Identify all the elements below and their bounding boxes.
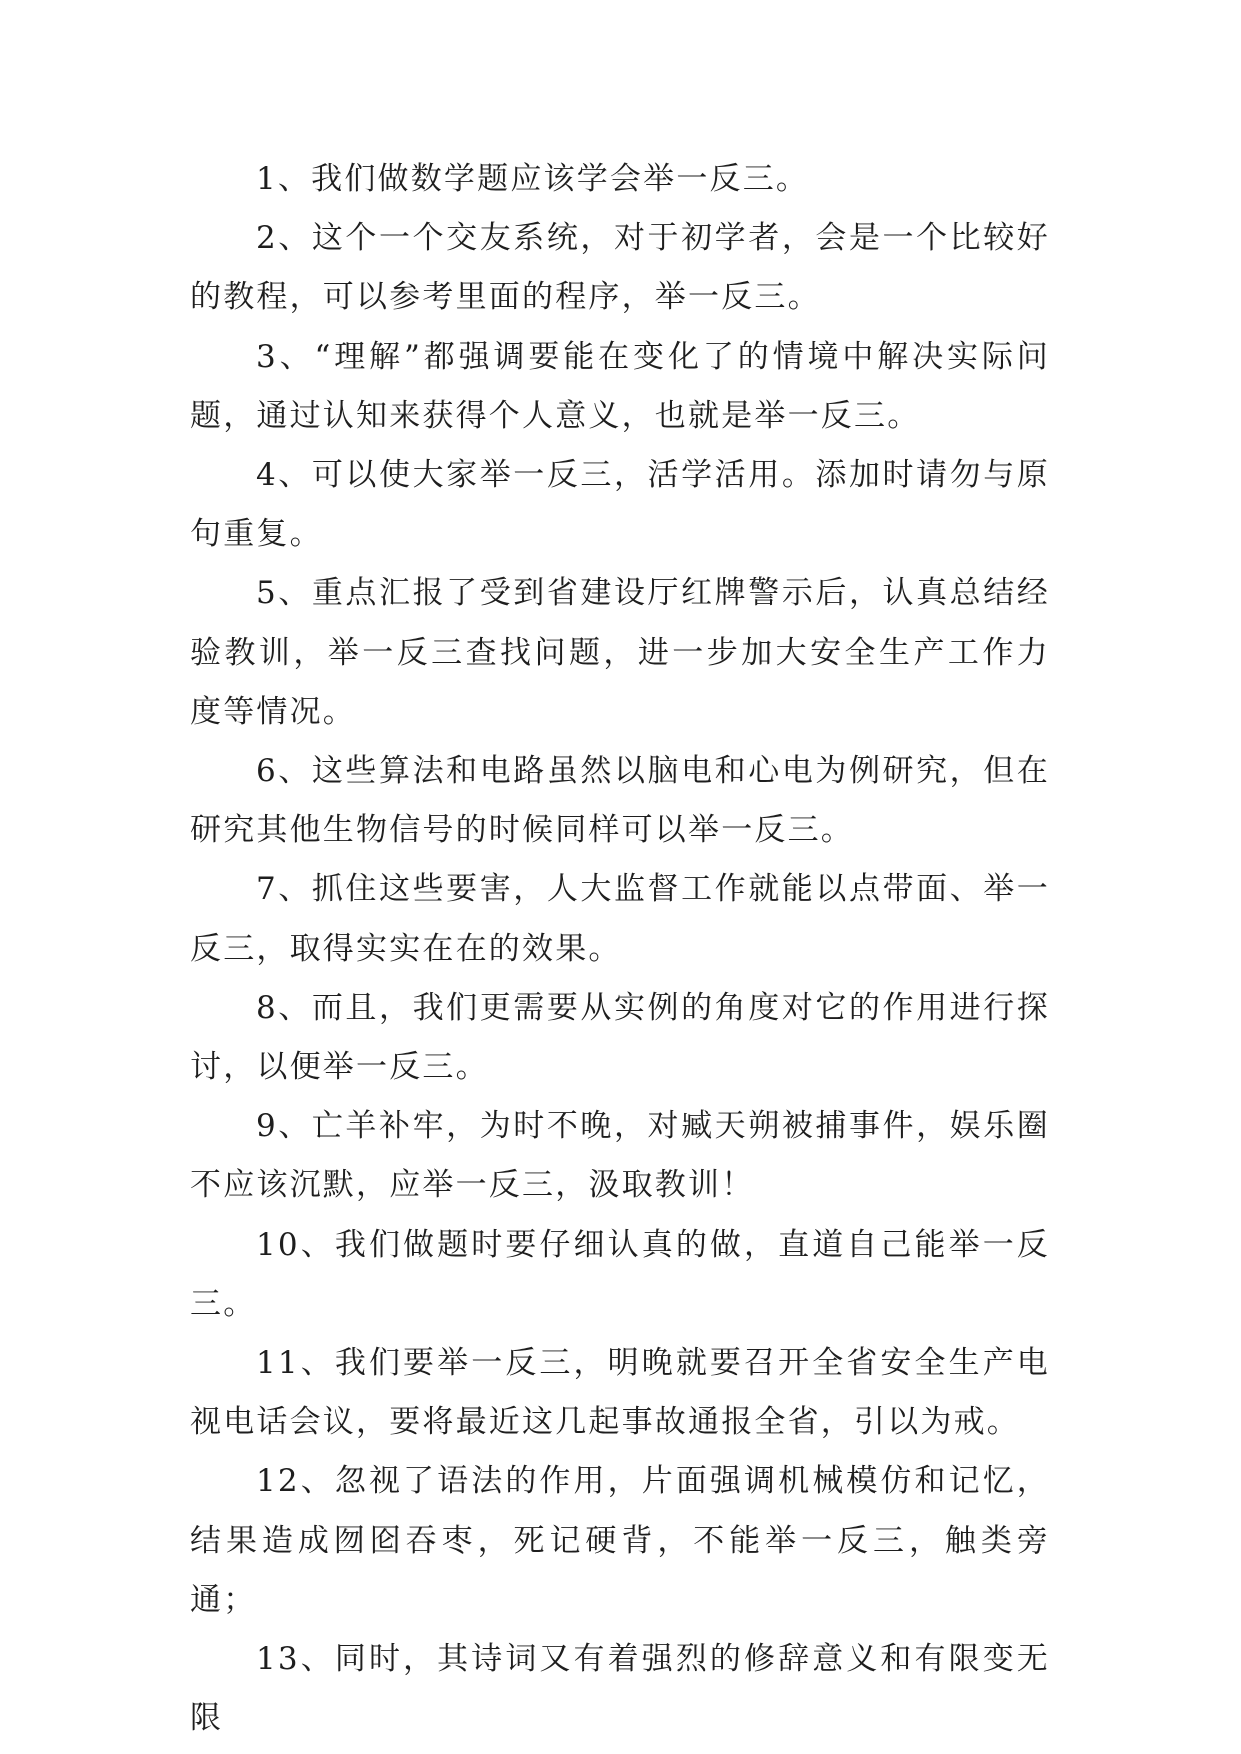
- document-body: [190, 150, 1050, 1748]
- paragraph-2: 2、这个一个交友系统，对于初学者，会是一个比较好的教程，可以参考里面的程序，举一反三。: [190, 220, 1050, 316]
- paragraph-1: 1、我们做数学题应该学会举一反三。: [256, 161, 810, 197]
- paragraph-12: 12、忽视了语法的作用，片面强调机械模仿和记忆，结果造成囫囵吞枣，死记硬背，不能举一反三，触类旁通；: [190, 1463, 1050, 1618]
- paragraph-7: 7、抓住这些要害，人大监督工作就能以点带面、举一反三，取得实实在在的效果。: [190, 871, 1050, 967]
- paragraph-13: 13、同时，其诗词又有着强烈的修辞意义和有限变无限: [190, 1641, 1050, 1737]
- paragraph-6: 6、这些算法和电路虽然以脑电和心电为例研究，但在研究其他生物信号的时候同样可以举一反三。: [190, 753, 1050, 849]
- paragraph-3: 3、“理解”都强调要能在变化了的情境中解决实际问题，通过认知来获得个人意义，也就是举一反三。: [190, 338, 1050, 434]
- paragraph-5: 5、重点汇报了受到省建设厅红牌警示后，认真总结经验教训，举一反三查找问题，进一步加大安全生产工作力度等情况。: [190, 575, 1050, 730]
- paragraph-9: 9、亡羊补牢，为时不晚，对臧天朔被捕事件，娱乐圈不应该沉默，应举一反三，汲取教训！: [190, 1108, 1050, 1204]
- paragraph-10: 10、我们做题时要仔细认真的做，直道自己能举一反三。: [190, 1226, 1050, 1322]
- paragraph-11: 11、我们要举一反三，明晚就要召开全省安全生产电视电话会议，要将最近这几起事故通报全省，引以为戒。: [190, 1345, 1050, 1441]
- paragraph-4: 4、可以使大家举一反三，活学活用。添加时请勿与原句重复。: [190, 457, 1050, 553]
- paragraph-8: 8、而且，我们更需要从实例的角度对它的作用进行探讨，以便举一反三。: [190, 989, 1050, 1086]
